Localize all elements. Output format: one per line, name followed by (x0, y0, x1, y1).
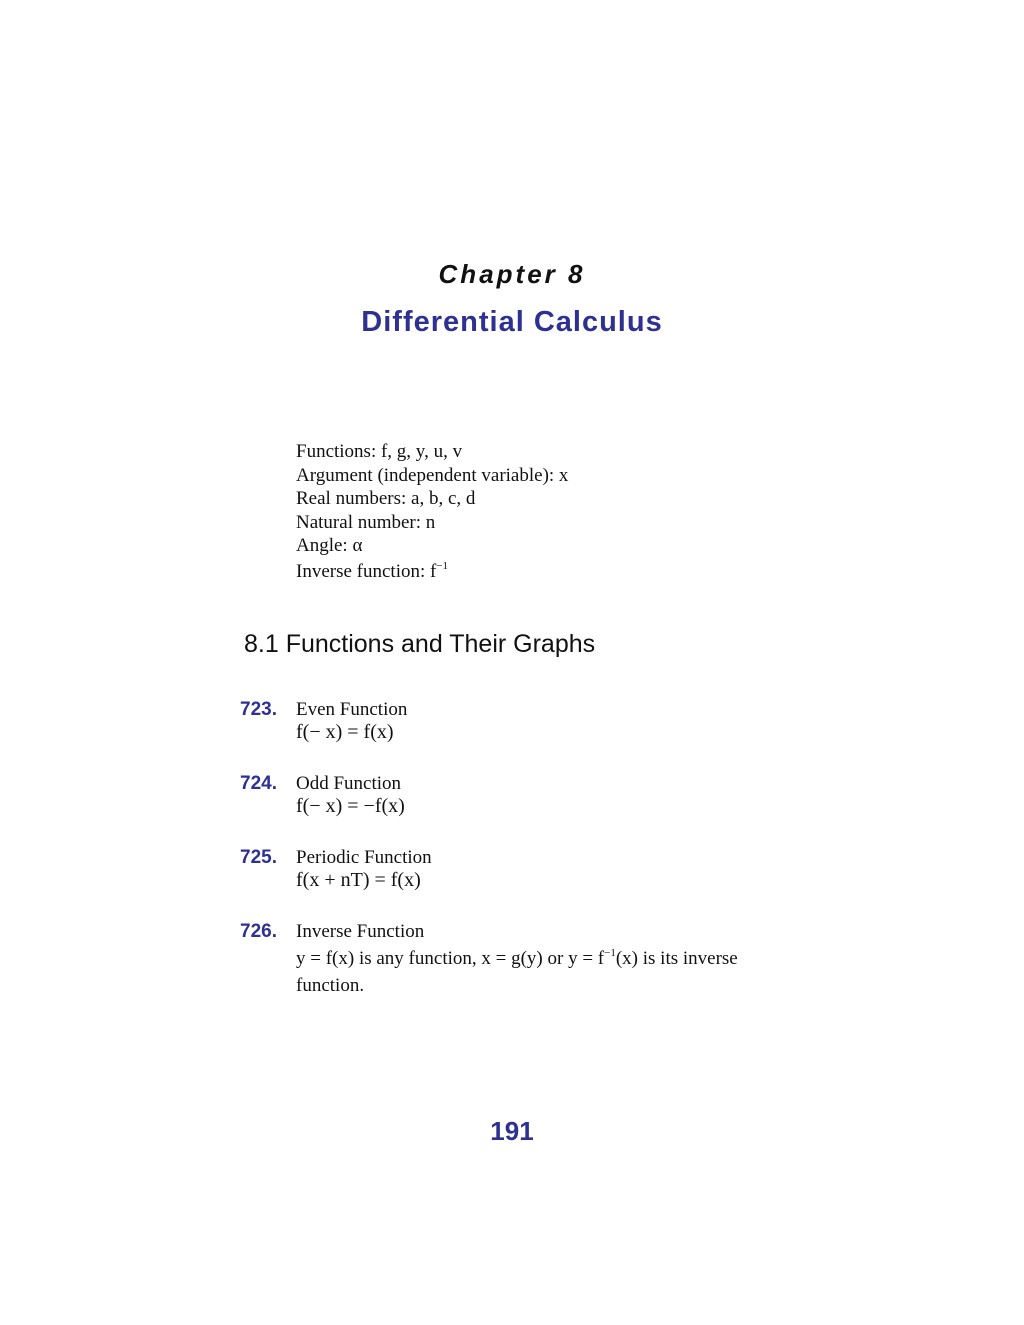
notation-natural-number: Natural number: n (296, 511, 436, 533)
notation-angle (296, 534, 568, 558)
notation-inverse-base: f (430, 560, 437, 582)
notation-inverse-label: Inverse function: (296, 560, 431, 582)
notation-argument: Argument (independent variable): x (296, 464, 569, 486)
entry-number: 723. (240, 699, 277, 720)
notation-functions: Functions: f, g, y, u, v (296, 441, 463, 462)
entry-formula: f(x + nT) = f(x) (296, 869, 421, 891)
notation-real-numbers: Real numbers: a, b, c, d (296, 488, 476, 509)
notation-inverse (296, 560, 568, 584)
entry-title: Even Function (296, 699, 408, 720)
page-number: 191 (490, 1116, 534, 1146)
entry-number: 726. (240, 921, 277, 942)
chapter-title: Differential Calculus (361, 306, 663, 338)
entry-text-part2: (x) is its inverse function. (296, 948, 738, 996)
entry-number: 724. (240, 773, 277, 794)
entry-title: Inverse Function (296, 921, 425, 942)
entry-text (296, 945, 796, 999)
entry-formula: f(− x) = f(x) (296, 721, 394, 743)
entry-text-part1: y = f(x) is any function, x = g(y) or y = f (296, 948, 605, 969)
angle-symbol: α (352, 535, 363, 556)
notation-inverse-exponent: −1 (436, 559, 449, 572)
entry-title: Periodic Function (296, 847, 432, 868)
entry-formula: f(− x) = −f(x) (296, 795, 405, 817)
entry-title: Odd Function (296, 773, 402, 794)
notation-block (296, 440, 568, 583)
entry-text-exponent: −1 (604, 947, 616, 959)
entry-number: 725. (240, 847, 277, 868)
section-heading: 8.1 Functions and Their Graphs (244, 630, 596, 658)
notation-angle-label: Angle: (296, 535, 353, 556)
chapter-label: Chapter 8 (438, 259, 586, 289)
